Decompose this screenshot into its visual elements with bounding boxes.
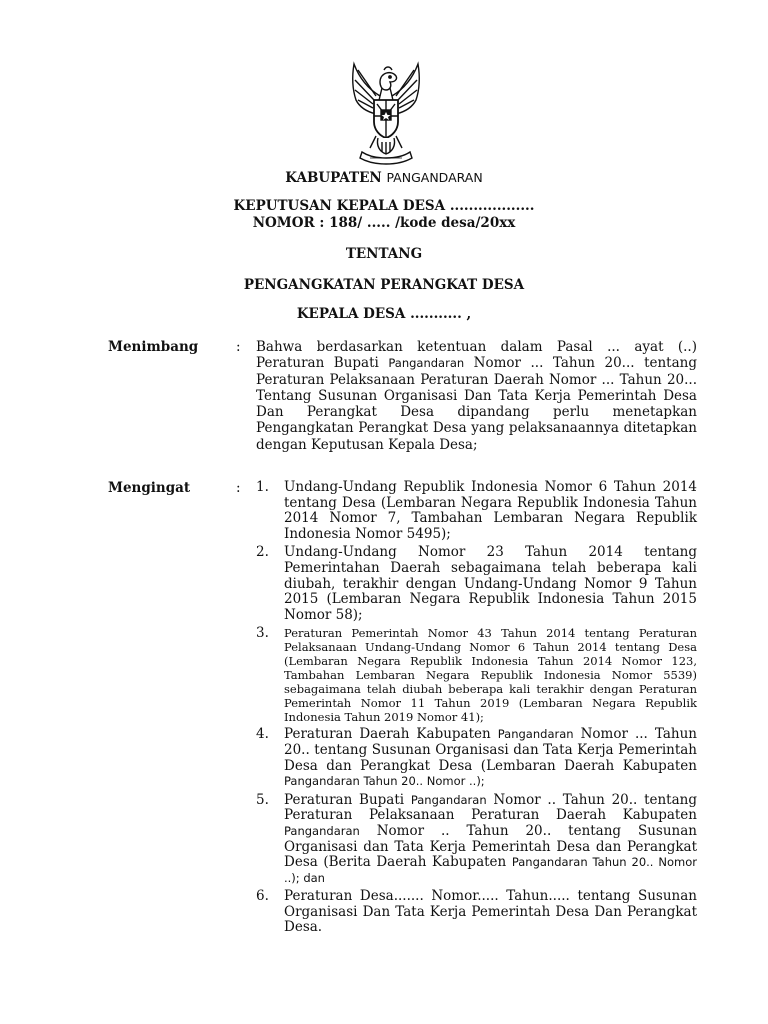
mengingat-item-2 — [256, 545, 697, 623]
item-text: Undang-Undang Republik Indonesia Nomor 6 Tahun 2014 tentang Desa (Lembaran Negara Republik Indonesia Tahun 2014 Nomor 7, Tambahan Lembaran Negara Republik Indonesia Nomor 5495); — [284, 479, 697, 542]
item-number: 1. — [256, 479, 269, 495]
subject-heading: PENGANGKATAN PERANGKAT DESA — [243, 277, 525, 293]
item-text: Peraturan Desa....... Nomor..... Tahun..... tentang Susunan Organisasi Dan Tata Kerja Pemerintah Desa Dan Perangkat Desa. — [284, 888, 697, 936]
item-text-sans-1: Pangandaran — [410, 792, 487, 807]
menimbang-text — [256, 339, 697, 453]
menimbang-text-1: Bahwa berdasarkan ketentuan dalam Pasal ... ayat (..) Peraturan Bupati — [256, 339, 697, 372]
regency-name: PANGANDARAN — [386, 170, 483, 185]
mengingat-list — [256, 480, 697, 936]
mengingat-label: Mengingat — [108, 480, 191, 496]
mengingat-item-3 — [256, 626, 697, 724]
regency-heading — [0, 170, 768, 186]
item-text: Peraturan Pemerintah Nomor 43 Tahun 2014 tentang Peraturan Pelaksanaan Undang-Undang Nomor 6 Tahun 2014 tentang Desa (Lembaran Negara Republik Indonesia Tahun 2014 Nomor 123, Tambahan Lembaran Negara Republik Indonesia Nomor 5539) sebagaimana telah diubah beberapa kali terakhir dengan Peraturan Pemerintah Nomor 11 Tahun 2019 (Lembaran Negara Republik Indonesia Tahun 2019 Nomor 41); — [284, 626, 697, 725]
authority-heading: KEPALA DESA ........... , — [296, 306, 472, 322]
item-text-sans-1: Pangandaran — [497, 727, 574, 742]
item-number: 2. — [256, 544, 269, 561]
item-number: 3. — [256, 625, 269, 642]
mengingat-colon: : — [236, 480, 241, 496]
item-number: 5. — [256, 791, 269, 808]
about-heading: TENTANG — [345, 246, 423, 262]
mengingat-item-6 — [256, 889, 697, 936]
item-text-sans-2: Pangandaran — [284, 823, 360, 838]
item-text-2: Nomor .. Tahun 20.. tentang Peraturan Pelaksanaan Peraturan Daerah Kabupaten — [284, 791, 697, 824]
decree-number: NOMOR : 188/ ..... /kode desa/20xx — [252, 215, 516, 231]
mengingat-item-4 — [256, 727, 697, 789]
menimbang-text-2: Nomor ... Tahun 20... tentang Peraturan Pelaksanaan Peraturan Daerah Nomor ... Tahun 20... Tentang Susunan Organisasi Dan Tata Kerja Pemerintah Desa Dan Perangkat Desa dipandang perlu menetapkan Pengangkatan Perangkat Desa yang pelaksanaannya ditetapkan dengan Keputusan Kepala Desa; — [256, 355, 697, 453]
regency-bold: KABUPATEN — [285, 170, 382, 186]
mengingat-item-5 — [256, 793, 697, 887]
item-text: Undang-Undang Nomor 23 Tahun 2014 tentang Pemerintahan Daerah sebagaimana telah beberapa kali diubah, terakhir dengan Undang-Undang Nomor 9 Tahun 2015 (Lembaran Negara Republik Indonesia Tahun 2015 Nomor 58); — [284, 544, 697, 623]
mengingat-item-1 — [256, 480, 697, 542]
menimbang-colon: : — [236, 339, 241, 355]
item-text-3: Nomor .. Tahun 20.. tentang Susunan Organisasi dan Tata Kerja Pemerintah Desa dan Perangkat Desa (Berita Daerah Kabupaten — [284, 822, 697, 871]
item-text-sans-3: Pangandaran Tahun 20.. Nomor ..); dan — [284, 855, 697, 885]
menimbang-text-sans: Pangandaran — [388, 356, 465, 371]
item-text-2: Nomor ... Tahun 20.. tentang Susunan Organisasi dan Tata Kerja Pemerintah Desa dan Perangkat Desa (Lembaran Daerah Kabupaten — [284, 726, 697, 774]
item-text-1: Peraturan Daerah Kabupaten — [284, 726, 498, 743]
item-text-1: Peraturan Bupati — [284, 791, 411, 808]
item-number: 6. — [256, 888, 269, 905]
menimbang-label: Menimbang — [108, 339, 199, 355]
decree-title: KEPUTUSAN KEPALA DESA .................. — [233, 198, 535, 214]
item-number: 4. — [256, 726, 269, 743]
garuda-emblem-icon — [340, 56, 432, 168]
item-text-sans-2: Pangandaran Tahun 20.. Nomor ..); — [284, 774, 485, 789]
